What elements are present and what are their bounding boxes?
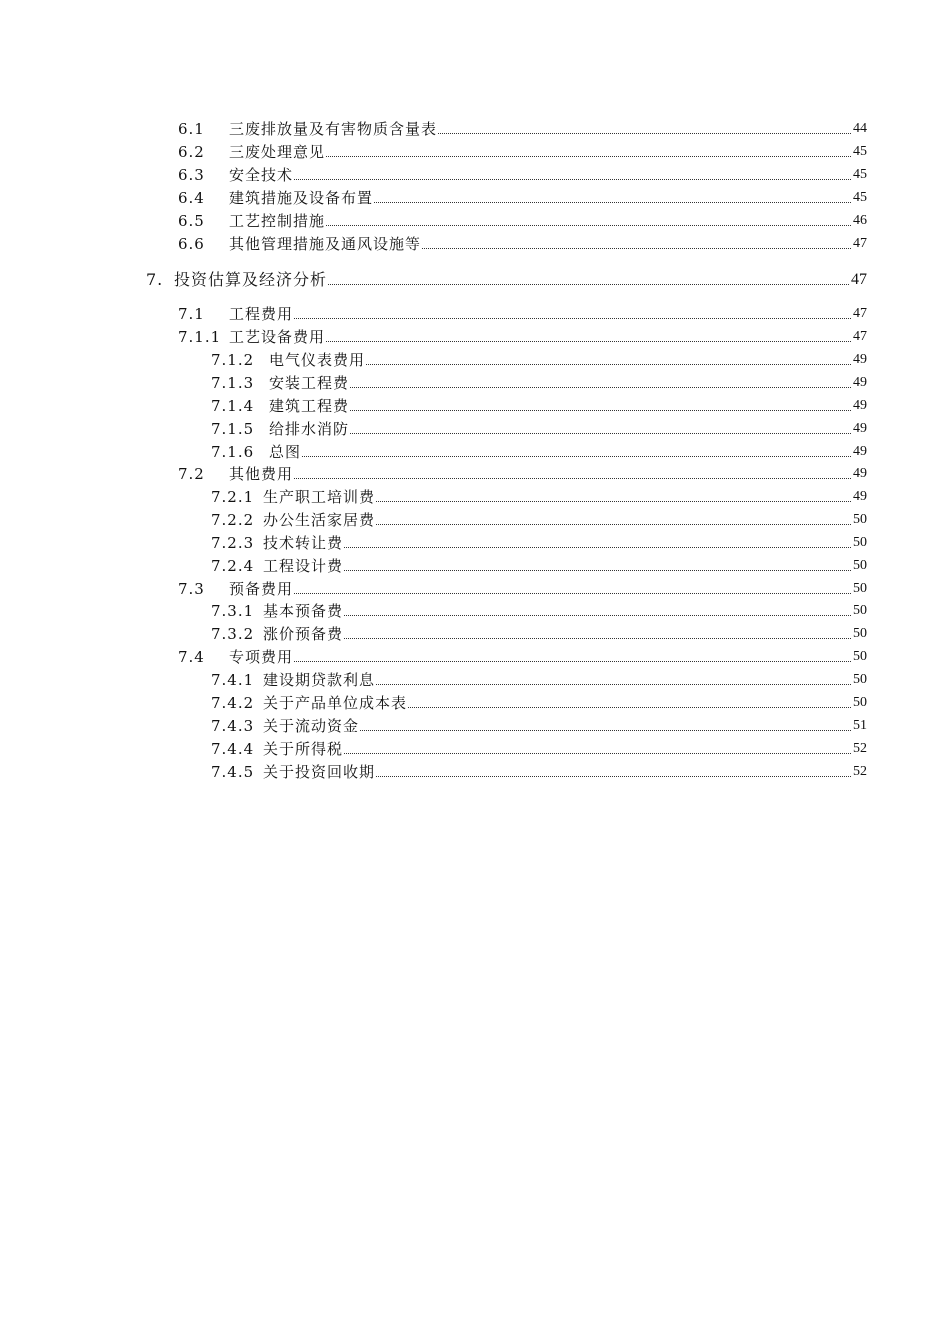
dot-leader [344, 615, 851, 616]
toc-entry-page: 49 [853, 444, 867, 459]
toc-entry-7-4-5[interactable] [211, 759, 867, 781]
toc-entry-title: 工艺控制措施 [229, 212, 326, 230]
toc-entry-7-2[interactable] [178, 461, 867, 483]
toc-entry-7-1-6[interactable] [211, 439, 867, 461]
toc-entry-number: 7.3.2 [211, 625, 255, 643]
dot-leader [350, 410, 851, 411]
toc-entry-page: 50 [853, 649, 867, 664]
dot-leader [350, 387, 851, 388]
toc-entry-title: 投资估算及经济分析 [174, 270, 328, 289]
dot-leader [302, 456, 851, 457]
toc-entry-7-4-3[interactable] [211, 713, 867, 735]
toc-entry-number: 7.1.1 [178, 328, 222, 346]
dot-leader [408, 707, 851, 708]
toc-entry-page: 49 [853, 398, 867, 413]
toc-entry-7-1[interactable] [178, 301, 867, 323]
toc-entry-7-3-1[interactable] [211, 598, 867, 620]
toc-entry-title: 工艺设备费用 [229, 328, 326, 346]
toc-entry-page: 50 [853, 672, 867, 687]
toc-entry-title: 建筑措施及设备布置 [229, 189, 374, 207]
toc-entry-7-1-5[interactable] [211, 416, 867, 438]
toc-entry-number: 7.1.5 [211, 420, 255, 438]
toc-entry-title: 关于产品单位成本表 [263, 694, 408, 712]
dot-leader [366, 364, 851, 365]
toc-entry-title: 预备费用 [229, 580, 294, 598]
dot-leader [344, 753, 851, 754]
toc-entry-page: 45 [853, 144, 867, 159]
toc-entry-number: 7.4.4 [211, 740, 255, 758]
toc-entry-title: 关于所得税 [263, 740, 344, 758]
toc-entry-number: 7.1.6 [211, 443, 255, 461]
toc-entry-number: 7.4.1 [211, 671, 255, 689]
toc-entry-title: 关于投资回收期 [263, 763, 376, 781]
toc-entry-number: 7.1.4 [211, 397, 255, 415]
toc-entry-7-4-1[interactable] [211, 667, 867, 689]
toc-entry-title: 专项费用 [229, 648, 294, 666]
toc-entry-title: 工程设计费 [263, 557, 344, 575]
toc-entry-title: 涨价预备费 [263, 625, 344, 643]
toc-entry-7-1-2[interactable] [211, 347, 867, 369]
dot-leader [350, 433, 851, 434]
dot-leader [376, 501, 851, 502]
toc-entry-page: 50 [853, 512, 867, 527]
dot-leader [344, 570, 851, 571]
toc-entry-page: 45 [853, 167, 867, 182]
toc-entry-title: 技术转让费 [263, 534, 344, 552]
toc-entry-number: 7.1 [178, 305, 205, 323]
toc-entry-page: 49 [853, 466, 867, 481]
toc-entry-page: 52 [853, 764, 867, 779]
toc-entry-7-4-4[interactable] [211, 736, 867, 758]
dot-leader [294, 318, 851, 319]
dot-leader [294, 478, 851, 479]
toc-entry-number: 7.3.1 [211, 602, 255, 620]
dot-leader [360, 730, 851, 731]
toc-entry-7-3-2[interactable] [211, 621, 867, 643]
dot-leader [422, 248, 851, 249]
toc-entry-number: 7.4 [178, 648, 205, 666]
toc-entry-title: 生产职工培训费 [263, 488, 376, 506]
toc-entry-number: 7.4.3 [211, 717, 255, 735]
dot-leader [328, 284, 849, 285]
toc-entry-title: 其他费用 [229, 465, 294, 483]
toc-entry-number: 7. [146, 270, 164, 289]
dot-leader [344, 638, 851, 639]
dot-leader [294, 593, 851, 594]
toc-entry-7-1-4[interactable] [211, 393, 867, 415]
toc-entry-page: 49 [853, 489, 867, 504]
dot-leader [438, 133, 851, 134]
toc-entry-number: 6.3 [178, 166, 205, 184]
toc-entry-title: 安全技术 [229, 166, 294, 184]
toc-entry-page: 49 [853, 421, 867, 436]
toc-entry-page: 47 [853, 329, 867, 344]
toc-entry-page: 50 [853, 695, 867, 710]
toc-entry-number: 7.2.4 [211, 557, 255, 575]
toc-entry-number: 7.2.1 [211, 488, 255, 506]
toc-entry-number: 7.3 [178, 580, 205, 598]
dot-leader [376, 524, 851, 525]
toc-entry-title: 工程费用 [229, 305, 294, 323]
dot-leader [376, 776, 851, 777]
toc-entry-7-2-3[interactable] [211, 530, 867, 552]
toc-entry-number: 7.2.3 [211, 534, 255, 552]
toc-entry-page: 50 [853, 535, 867, 550]
toc-entry-number: 7.4.5 [211, 763, 255, 781]
dot-leader [326, 341, 851, 342]
toc-entry-number: 7.2.2 [211, 511, 255, 529]
toc-entry-number: 6.1 [178, 120, 205, 138]
toc-entry-number: 6.2 [178, 143, 205, 161]
toc-entry-title: 办公生活家居费 [263, 511, 376, 529]
toc-entry-7[interactable] [146, 267, 867, 289]
toc-entry-title: 给排水消防 [269, 420, 350, 438]
toc-entry-6-6[interactable] [178, 231, 867, 253]
toc-entry-title: 安装工程费 [269, 374, 350, 392]
toc-entry-title: 电气仪表费用 [269, 351, 366, 369]
toc-entry-6-3[interactable] [178, 162, 867, 184]
toc-entry-number: 6.4 [178, 189, 205, 207]
dot-leader [376, 684, 851, 685]
dot-leader [294, 661, 851, 662]
dot-leader [326, 225, 851, 226]
toc-entry-page: 49 [853, 375, 867, 390]
toc-entry-7-1-3[interactable] [211, 370, 867, 392]
toc-entry-number: 7.1.3 [211, 374, 255, 392]
toc-entry-title: 建设期贷款利息 [263, 671, 376, 689]
toc-entry-number: 7.4.2 [211, 694, 255, 712]
toc-entry-title: 三废排放量及有害物质含量表 [229, 120, 438, 138]
toc-entry-number: 6.5 [178, 212, 205, 230]
toc-entry-number: 7.1.2 [211, 351, 255, 369]
toc-entry-page: 46 [853, 213, 867, 228]
dot-leader [344, 547, 851, 548]
toc-entry-6-4[interactable] [178, 185, 867, 207]
toc-entry-page: 45 [853, 190, 867, 205]
toc-entry-page: 50 [853, 626, 867, 641]
toc-entry-7-2-1[interactable] [211, 484, 867, 506]
dot-leader [294, 179, 851, 180]
toc-entry-page: 50 [853, 581, 867, 596]
toc-entry-7-2-4[interactable] [211, 553, 867, 575]
toc-entry-7-1-1[interactable] [178, 324, 867, 346]
toc-entry-6-2[interactable] [178, 139, 867, 161]
toc-entry-page: 49 [853, 352, 867, 367]
toc-entry-page: 47 [851, 271, 867, 288]
toc-entry-title: 关于流动资金 [263, 717, 360, 735]
dot-leader [374, 202, 851, 203]
toc-entry-page: 50 [853, 558, 867, 573]
toc-entry-7-3[interactable] [178, 576, 867, 598]
toc-entry-title: 基本预备费 [263, 602, 344, 620]
toc-entry-title: 三废处理意见 [229, 143, 326, 161]
toc-entry-7-2-2[interactable] [211, 507, 867, 529]
toc-entry-page: 52 [853, 741, 867, 756]
toc-entry-page: 47 [853, 236, 867, 251]
toc-entry-6-1[interactable] [178, 116, 867, 138]
toc-entry-page: 44 [853, 121, 867, 136]
toc-entry-7-4[interactable] [178, 644, 867, 666]
toc-entry-7-4-2[interactable] [211, 690, 867, 712]
toc-entry-page: 50 [853, 603, 867, 618]
toc-entry-number: 7.2 [178, 465, 205, 483]
toc-entry-6-5[interactable] [178, 208, 867, 230]
dot-leader [326, 156, 851, 157]
toc-entry-page: 47 [853, 306, 867, 321]
toc-entry-title: 总图 [269, 443, 302, 461]
toc-entry-page: 51 [853, 718, 867, 733]
toc-entry-title: 建筑工程费 [269, 397, 350, 415]
toc-entry-number: 6.6 [178, 235, 205, 253]
toc-entry-title: 其他管理措施及通风设施等 [229, 235, 422, 253]
